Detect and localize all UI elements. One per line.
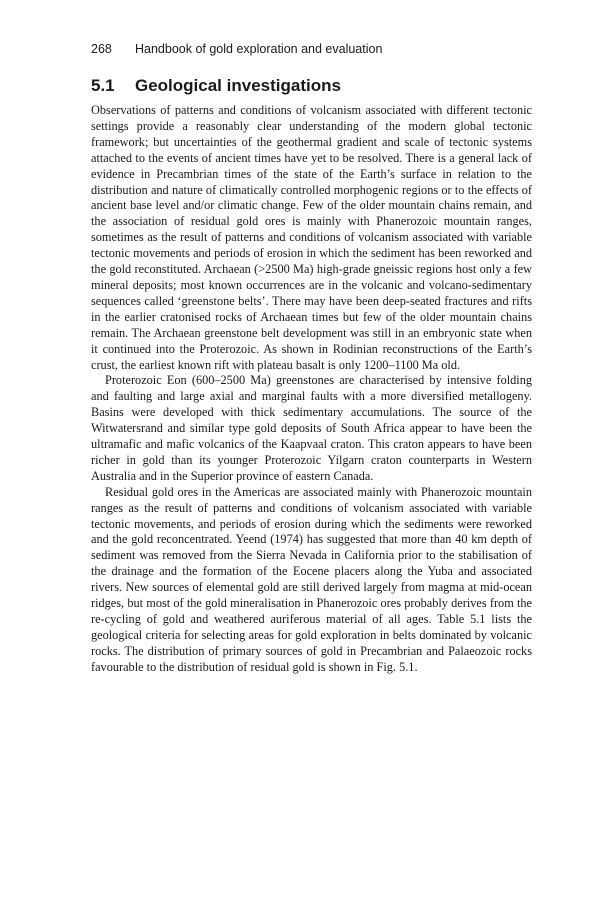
running-head: [91, 42, 531, 56]
section-number: 5.1: [91, 76, 115, 95]
body-text: [91, 103, 532, 676]
book-title: Handbook of gold exploration and evaluation: [135, 42, 383, 56]
section-heading: [91, 76, 531, 96]
page-number: 268: [91, 42, 112, 56]
paragraph: Residual gold ores in the Americas are associated mainly with Phanerozoic mountain ranges as the result of patterns and conditions of volcanism associated with variable tectonic movements, and periods of erosion during which the sediments were reworked and the gold reconcentrated. Yeend (1974) has suggested that more than 40 km depth of sediment was removed from the Sierra Nevada in California prior to the stabilisation of the drainage and the formation of the Eocene placers along the Yuba and associated rivers. New sources of elemental gold are still derived largely from magma at mid-ocean ridges, but most of the gold mineralisation in Phanerozoic ores probably derives from the re-cycling of gold and weathered auriferous material of all ages. Table 5.1 lists the geological criteria for selecting areas for gold exploration in belts dominated by volcanic rocks. The distribution of primary sources of gold in Precambrian and Palaeozoic rocks favourable to the distribution of residual gold is shown in Fig. 5.1.: [91, 484, 532, 674]
paragraph: Proterozoic Eon (600–2500 Ma) greenstones are characterised by intensive folding and faulting and large axial and marginal faults with a more diversified metallogeny. Basins were developed with thick sedimentary accumulations. The source of the Witwatersrand and similar type gold deposits of South Africa appear to have been the ultramafic and mafic volcanics of the Kaapvaal craton. This craton appears to have been richer in gold than its younger Proterozoic Yilgarn craton counterparts in Western Australia and in the Superior province of eastern Canada.: [91, 373, 532, 483]
section-title: Geological investigations: [135, 76, 341, 95]
paragraph: Observations of patterns and conditions of volcanism associated with different tectonic settings provide a reasonably clear understanding of the modern global tectonic framework; but uncertainties of the geothermal gradient and scale of tectonic systems attached to the events of ancient times have yet to be resolved. There is a general lack of evidence in Precambrian times of the state of the Earth’s surface in relation to the distribution and nature of climatically controlled morphogenic regions or to the effects of ancient base level and/or climatic change. Few of the older mountain chains remain, and the association of residual gold ores is mainly with Phanerozoic mountain ranges, sometimes as the result of patterns and conditions of volcanism associated with variable tectonic movements and periods of erosion in which the sediment has been reworked and the gold reconstituted. Archaean (>2500 Ma) high-grade gneissic regions host only a few mineral deposits; most known occurrences are in the volcanic and volcano-sedimentary sequences called ‘greenstone belts’. There may have been deep-seated fractures and rifts in the earlier cratonised rocks of Archaean times but few of the older mountain chains remain. The Archaean greenstone belt development was still in an embryonic state when it continued into the Proterozoic. As shown in Rodinian reconstructions of the Earth’s crust, the earliest known rift with plateau basalt is only 1200–1100 Ma old.: [91, 103, 532, 372]
